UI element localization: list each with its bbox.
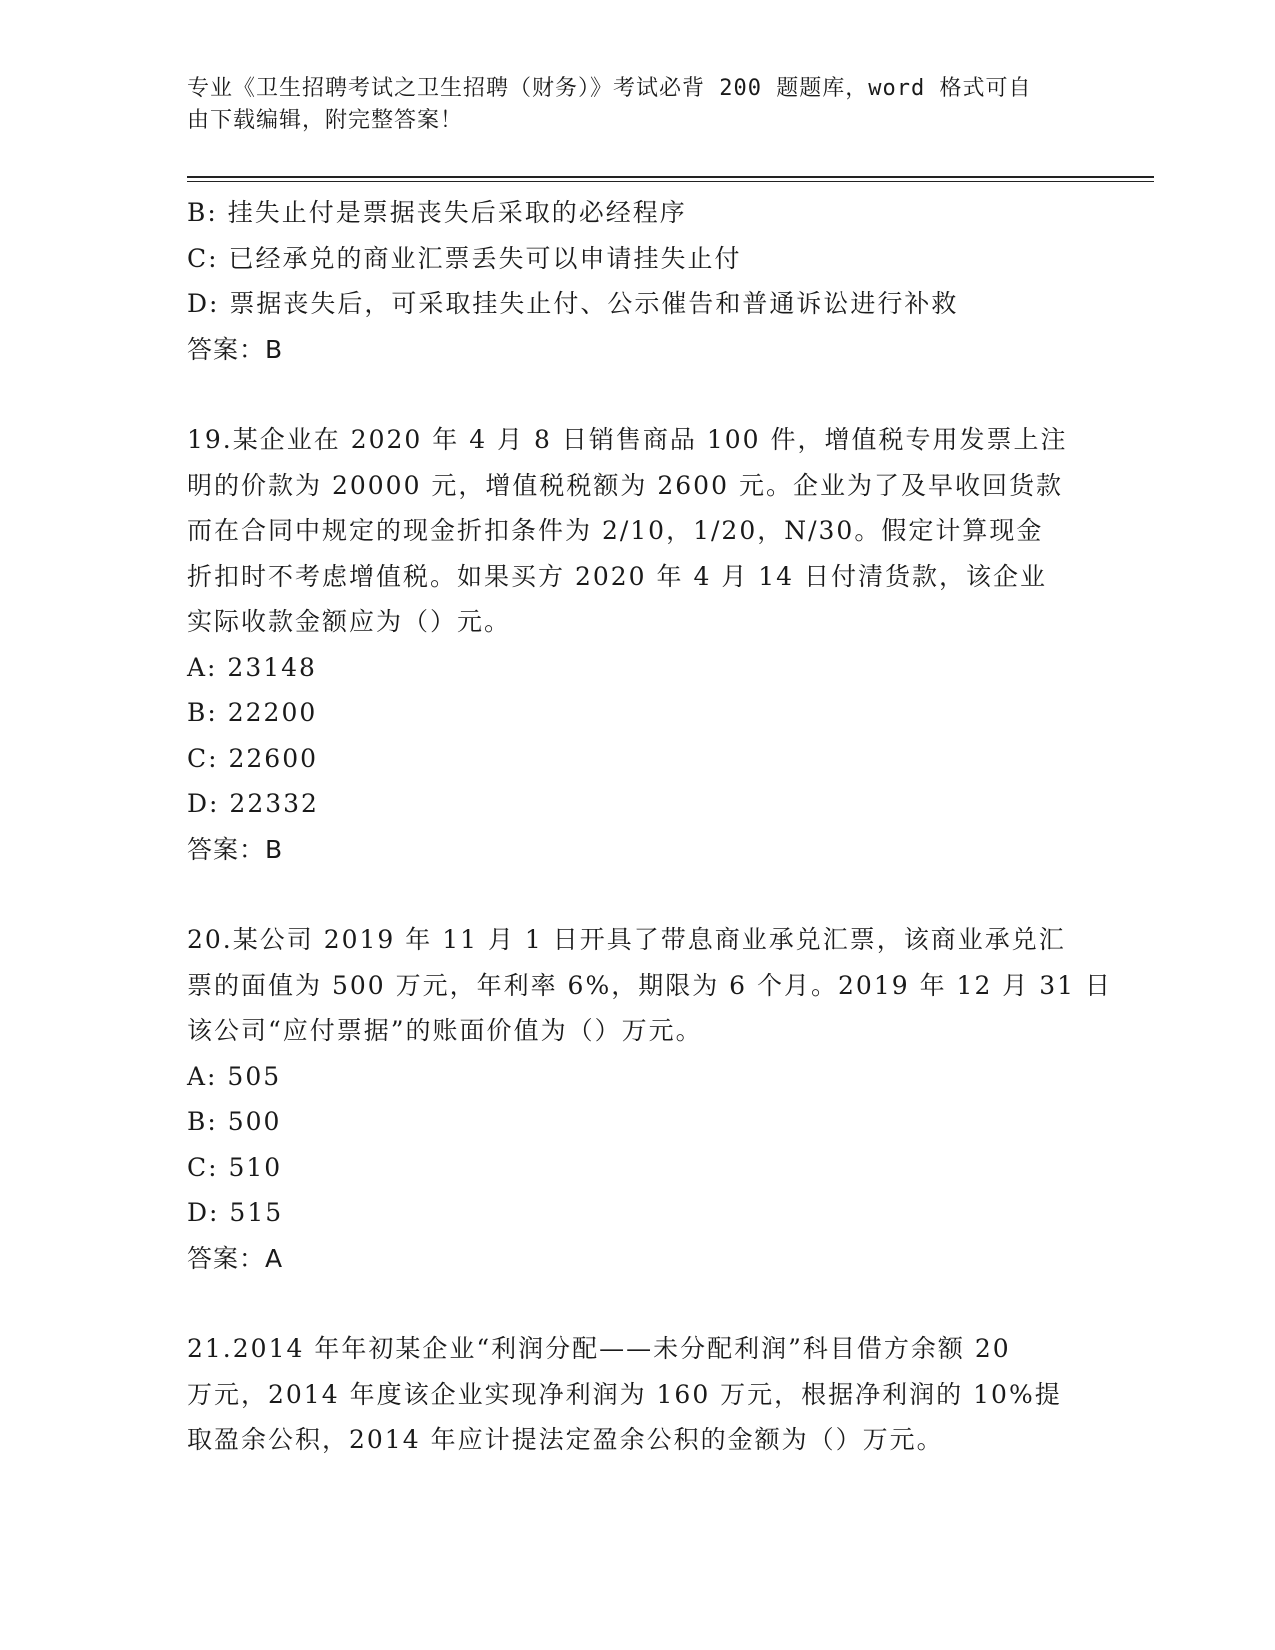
option-c: C: 22600 bbox=[187, 743, 319, 773]
question-text-line: 21.2014 年年初某企业“利润分配——未分配利润”科目借方余额 20 bbox=[187, 1334, 1011, 1363]
document-body bbox=[187, 190, 1112, 1463]
option-d: D: 22332 bbox=[187, 789, 319, 818]
option-b: B: 500 bbox=[187, 1107, 282, 1136]
answer-line: 答案：B bbox=[187, 334, 284, 364]
option-d: D: 515 bbox=[187, 1198, 284, 1227]
question-20 bbox=[187, 917, 1112, 1281]
option-b: B: 挂失止付是票据丧失后采取的必经程序 bbox=[187, 198, 687, 227]
question-text-line: 实际收款金额应为（）元。 bbox=[187, 607, 512, 636]
spacer bbox=[187, 372, 1087, 417]
option-d: D: 票据丧失后，可采取挂失止付、公示催告和普通诉讼进行补救 bbox=[187, 289, 959, 318]
question-text-line: 20.某公司 2019 年 11 月 1 日开具了带息商业承兑汇票，该商业承兑汇 bbox=[187, 925, 1066, 954]
question-text-line: 19.某企业在 2020 年 4 月 8 日销售商品 100 件，增值税专用发票上注 bbox=[187, 425, 1068, 454]
document-header bbox=[187, 73, 1067, 137]
question-text-line: 该公司“应付票据”的账面价值为（）万元。 bbox=[187, 1016, 703, 1045]
header-line-1: 专业《卫生招聘考试之卫生招聘（财务）》考试必背 200 题题库，word 格式可自 bbox=[187, 76, 1032, 101]
question-21 bbox=[187, 1326, 1087, 1463]
option-b: B: 22200 bbox=[187, 698, 318, 727]
question-18-continued bbox=[187, 190, 1087, 372]
spacer bbox=[187, 872, 1087, 917]
answer-line: 答案：A bbox=[187, 1243, 284, 1273]
header-rule-thick bbox=[187, 176, 1154, 178]
option-a: A: 505 bbox=[187, 1061, 282, 1091]
option-a: A: 23148 bbox=[187, 652, 317, 682]
question-text-line: 折扣时不考虑增值税。如果买方 2020 年 4 月 14 日付清货款，该企业 bbox=[187, 561, 1048, 591]
question-text-line: 万元，2014 年度该企业实现净利润为 160 万元，根据净利润的 10%提 bbox=[187, 1379, 1062, 1409]
header-line-2: 由下载编辑，附完整答案！ bbox=[187, 108, 464, 133]
question-19 bbox=[187, 417, 1087, 872]
spacer bbox=[187, 1281, 1087, 1326]
question-text-line: 而在合同中规定的现金折扣条件为 2/10，1/20，N/30。假定计算现金 bbox=[187, 516, 1044, 545]
option-c: C: 510 bbox=[187, 1152, 283, 1182]
answer-line: 答案：B bbox=[187, 834, 284, 864]
option-c: C: 已经承兑的商业汇票丢失可以申请挂失止付 bbox=[187, 243, 742, 273]
question-text-line: 明的价款为 20000 元，增值税税额为 2600 元。企业为了及早收回货款 bbox=[187, 470, 1063, 500]
question-text-line: 票的面值为 500 万元，年利率 6%，期限为 6 个月。2019 年 12 月 31 日 bbox=[187, 970, 1112, 1000]
header-rule-thin bbox=[187, 181, 1154, 182]
question-text-line: 取盈余公积，2014 年应计提法定盈余公积的金额为（）万元。 bbox=[187, 1425, 944, 1454]
